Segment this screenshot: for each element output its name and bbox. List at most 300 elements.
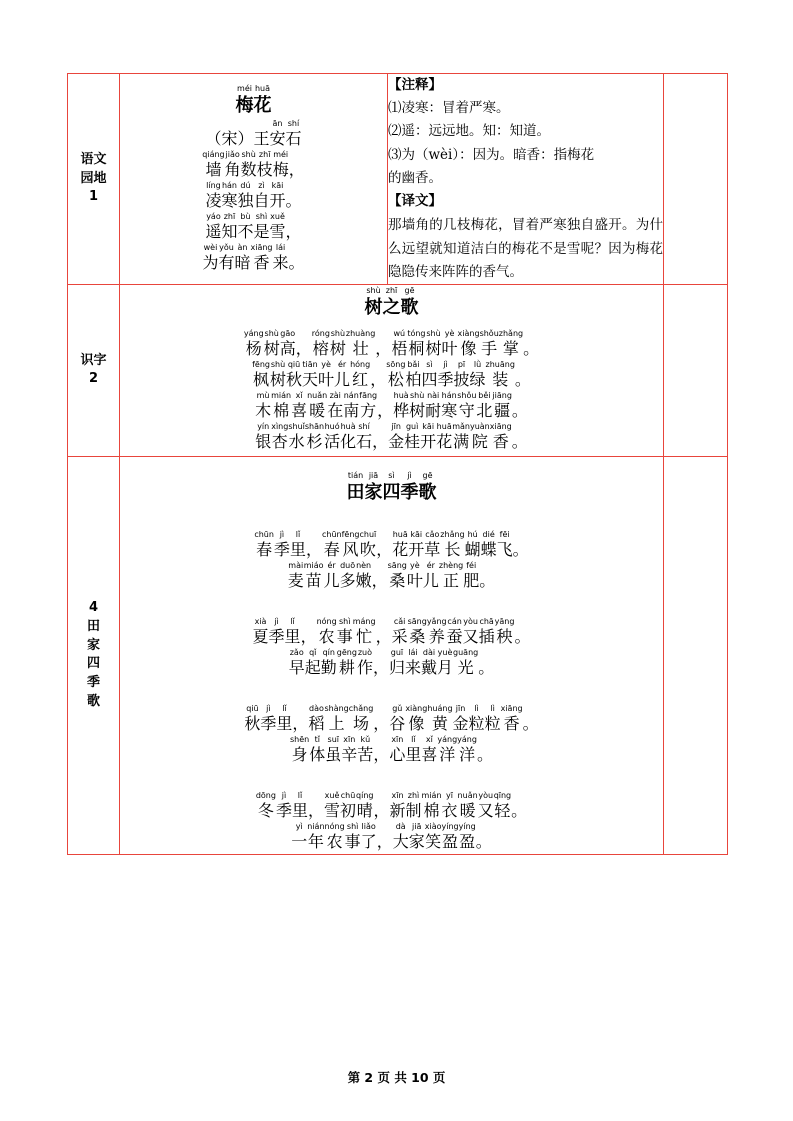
ruby-char <box>307 822 324 852</box>
ruby-char <box>291 822 307 852</box>
ruby-char <box>425 822 442 852</box>
ruby-char <box>286 119 302 149</box>
poem-line <box>120 735 663 765</box>
ruby-char <box>457 735 477 765</box>
pinyin: yáng <box>437 734 458 744</box>
ruby-char <box>495 617 515 647</box>
hanzi: 季 <box>268 626 285 646</box>
ruby-char <box>501 704 523 734</box>
hanzi: 天 <box>302 369 319 389</box>
ruby-char <box>350 360 370 390</box>
hanzi: 自 <box>253 191 270 211</box>
ruby-char <box>288 561 304 591</box>
ruby-line <box>120 286 663 319</box>
poem-line <box>120 822 663 852</box>
pinyin: nán <box>343 390 359 400</box>
hanzi: 肥 <box>463 570 480 590</box>
hanzi: 起 <box>304 657 321 677</box>
ruby-char <box>388 422 404 452</box>
pinyin: lì <box>474 703 479 713</box>
hanzi: 掌 <box>502 338 519 358</box>
row-label-line: 4 <box>88 599 99 615</box>
annotation-line: ⑴凌寒：冒着严寒。 <box>388 100 510 117</box>
hanzi: ， <box>370 369 387 389</box>
ruby-char <box>340 422 356 452</box>
hanzi: 洋 <box>439 744 456 764</box>
pinyin: nuǎn <box>457 790 478 800</box>
ruby-char <box>391 329 407 359</box>
ruby-char <box>286 181 302 211</box>
ruby-char <box>308 791 324 821</box>
hanzi: 黄 <box>431 713 448 733</box>
pinyin: yì <box>295 821 303 831</box>
pinyin: nèn <box>356 560 372 570</box>
ruby-char <box>289 150 305 180</box>
ruby-char <box>452 422 470 452</box>
hanzi: 。 <box>512 539 529 559</box>
hanzi: 光 <box>457 657 474 677</box>
pinyin: mài <box>288 560 304 570</box>
hanzi: 活 <box>324 431 341 451</box>
ruby-char <box>405 648 421 678</box>
ruby-char <box>407 329 425 359</box>
ruby-char <box>453 360 469 390</box>
pinyin: dà <box>395 821 406 831</box>
ruby-char <box>405 704 427 734</box>
pinyin: shù <box>330 328 346 338</box>
ruby-char <box>337 617 353 647</box>
hanzi: 正 <box>443 570 460 590</box>
poem-shuzhige <box>120 284 664 456</box>
hanzi: 梅 <box>272 160 289 180</box>
ruby-char <box>437 648 453 678</box>
ruby-char <box>437 735 457 765</box>
hanzi: 蝴 <box>464 539 481 559</box>
ruby-char <box>356 422 372 452</box>
pinyin: chū <box>340 790 356 800</box>
hanzi: 守 <box>458 400 475 420</box>
pinyin: qín <box>322 647 335 657</box>
hanzi: ， <box>371 570 388 590</box>
hanzi: 独 <box>237 191 254 211</box>
pinyin: xǐ <box>295 390 303 400</box>
hanzi: 麦 <box>287 570 304 590</box>
pinyin: dié <box>482 529 495 539</box>
poem-line <box>120 391 663 421</box>
hanzi: 银 <box>255 431 272 451</box>
ruby-char <box>270 360 286 390</box>
pinyin: jì <box>279 529 285 539</box>
pinyin: xiāng <box>500 703 523 713</box>
pinyin: miáo <box>303 560 324 570</box>
ruby-char <box>317 617 337 647</box>
hanzi: 勤 <box>320 657 337 677</box>
ruby-char <box>365 471 383 504</box>
ruby-char <box>478 648 494 678</box>
hanzi: 遥 <box>205 222 222 242</box>
ruby-char <box>372 422 388 452</box>
hanzi: 是 <box>253 222 270 242</box>
ruby-char <box>359 391 377 421</box>
pinyin: huà <box>393 390 409 400</box>
ruby-char <box>276 704 292 734</box>
hanzi: 角 <box>224 160 241 180</box>
pinyin: huā <box>254 84 271 94</box>
hanzi: 新 <box>389 800 406 820</box>
ruby-char <box>407 561 423 591</box>
ruby-char <box>309 735 325 765</box>
hanzi: 树 <box>269 369 286 389</box>
ruby-char <box>406 791 422 821</box>
pinyin: qiáng <box>202 150 225 160</box>
hanzi: ， <box>307 800 324 820</box>
hanzi: 耕 <box>338 657 355 677</box>
pinyin: zhuāng <box>485 359 515 369</box>
ruby-char <box>340 791 356 821</box>
hanzi: 家 <box>364 481 383 503</box>
ruby-char <box>457 391 476 421</box>
annotation-line: 的幽香。 <box>388 169 442 186</box>
ruby-char <box>318 360 334 390</box>
row-label-line: 2 <box>88 371 99 387</box>
hanzi: 里 <box>276 713 293 733</box>
hanzi: 歌 <box>418 481 437 503</box>
pinyin: yè <box>321 359 331 369</box>
ruby-char <box>254 212 270 242</box>
ruby-char <box>280 329 296 359</box>
pinyin: tián <box>347 470 364 480</box>
ruby-char <box>286 212 302 242</box>
hanzi: 暖 <box>309 400 326 420</box>
ruby-char <box>458 791 478 821</box>
ruby-char <box>465 530 481 560</box>
hanzi: 花 <box>392 539 409 559</box>
ruby-char <box>292 704 308 734</box>
pinyin: kāi <box>422 421 435 431</box>
ruby-char <box>423 561 439 591</box>
hanzi: 。 <box>476 744 493 764</box>
ruby-char <box>477 735 493 765</box>
ruby-char <box>324 704 348 734</box>
ruby-char <box>321 648 337 678</box>
hanzi: 轻 <box>494 800 511 820</box>
hanzi: 季 <box>273 539 290 559</box>
ruby-char <box>421 735 437 765</box>
hanzi: 满 <box>453 431 470 451</box>
ruby-char <box>486 360 515 390</box>
hanzi: 。 <box>478 657 495 677</box>
table-row <box>68 74 728 285</box>
hanzi: 枝 <box>256 160 273 180</box>
ruby-char <box>288 422 305 452</box>
hanzi: ， <box>372 431 389 451</box>
ruby-char <box>453 704 469 734</box>
hanzi: 戴 <box>421 657 438 677</box>
empty-cell <box>664 456 728 854</box>
hanzi: ， <box>372 657 389 677</box>
hanzi: 初 <box>340 800 357 820</box>
pinyin: fēng <box>341 529 360 539</box>
hanzi: ， <box>295 338 312 358</box>
pinyin: shàng <box>324 703 349 713</box>
ruby-char <box>512 422 528 452</box>
hanzi: 枫 <box>253 369 270 389</box>
ruby-char <box>479 561 495 591</box>
ruby-char <box>307 391 327 421</box>
pinyin: guì <box>405 421 419 431</box>
ruby-char <box>386 360 405 390</box>
pinyin: cǎo <box>425 529 440 539</box>
hanzi: 数 <box>240 160 257 180</box>
ruby-char <box>365 286 383 319</box>
hanzi: 。 <box>523 338 540 358</box>
ruby-char <box>453 648 478 678</box>
poem-line <box>120 329 663 359</box>
hanzi: 树 <box>409 400 426 420</box>
pinyin: zhǎng <box>440 529 465 539</box>
hanzi: 草 <box>424 539 441 559</box>
hanzi: （宋）王 <box>205 129 270 149</box>
pinyin: tiān <box>302 359 318 369</box>
hanzi: 。 <box>511 800 528 820</box>
pinyin: cǎi <box>393 616 406 626</box>
ruby-char <box>389 735 405 765</box>
hanzi: 暗 <box>234 253 251 273</box>
pinyin: zhì <box>407 790 420 800</box>
ruby-char <box>254 530 274 560</box>
ruby-char <box>375 329 391 359</box>
pinyin: mián <box>421 790 442 800</box>
pinyin: chuī <box>359 529 377 539</box>
ruby-char <box>442 791 458 821</box>
pinyin: xuě <box>270 212 285 222</box>
ruby-char <box>479 617 495 647</box>
pinyin: róng <box>311 328 330 338</box>
hanzi: 事 <box>344 831 361 851</box>
annotation-line: ⑶为（wèi）：因为。暗香：指梅花 <box>388 146 595 163</box>
row-label-line: 语文 <box>80 151 107 167</box>
ruby-char <box>349 704 374 734</box>
ruby-char <box>254 181 270 211</box>
annotation-cell <box>388 74 664 285</box>
ruby-char <box>440 530 464 560</box>
pinyin: wú <box>393 328 406 338</box>
hanzi: 笑 <box>425 831 442 851</box>
hanzi: 春 <box>323 539 340 559</box>
ruby-char <box>442 329 458 359</box>
hanzi: ， <box>376 831 393 851</box>
song-tianjiasijige <box>120 456 664 854</box>
ruby-char <box>330 329 346 359</box>
pinyin: gǔ <box>392 703 403 713</box>
ruby-char <box>252 360 270 390</box>
poem-title <box>120 286 663 319</box>
hanzi: 红 <box>352 369 369 389</box>
pinyin: mù <box>256 390 270 400</box>
row-label-tianjia <box>68 456 120 854</box>
ruby-char <box>490 422 512 452</box>
pinyin: sāng <box>387 560 407 570</box>
ruby-char <box>237 181 253 211</box>
pinyin: dōng <box>255 790 276 800</box>
ruby-char <box>515 360 531 390</box>
pinyin: huā <box>436 421 452 431</box>
pinyin: shù <box>270 359 286 369</box>
poem-line <box>120 422 663 452</box>
ruby-char <box>376 617 392 647</box>
hanzi: 花 <box>253 95 272 117</box>
ruby-char <box>324 791 340 821</box>
pinyin: shù <box>366 285 381 295</box>
ruby-char <box>419 471 437 504</box>
hanzi: 采 <box>391 626 408 646</box>
ruby-char <box>308 704 324 734</box>
pinyin: yáng <box>457 734 477 744</box>
ruby-char <box>408 617 427 647</box>
hanzi: 谷 <box>389 713 406 733</box>
ruby-char <box>270 181 286 211</box>
hanzi: 年 <box>307 831 324 851</box>
ruby-char <box>512 391 528 421</box>
ruby-char <box>409 391 425 421</box>
ruby-char <box>357 648 373 678</box>
pinyin: lái <box>275 243 286 253</box>
ruby-char <box>442 822 459 852</box>
poem-line <box>120 243 387 273</box>
pinyin: duō <box>340 560 356 570</box>
ruby-char <box>401 286 419 319</box>
ruby-char <box>202 150 224 180</box>
hanzi: 像 <box>460 338 477 358</box>
hanzi: 。 <box>479 570 496 590</box>
hanzi: 开 <box>408 539 425 559</box>
pinyin: nián <box>307 821 325 831</box>
hanzi: 夏 <box>252 626 269 646</box>
hanzi: 知 <box>221 222 238 242</box>
hanzi: ， <box>376 539 393 559</box>
pinyin: méi <box>237 84 252 94</box>
ruby-char <box>513 530 529 560</box>
pinyin: nuǎn <box>307 390 328 400</box>
ruby-char <box>325 822 345 852</box>
ruby-char <box>404 422 420 452</box>
row-label-yuwenyuandi <box>68 74 120 285</box>
hanzi: 大 <box>392 831 409 851</box>
pinyin: yè <box>444 328 455 338</box>
song-stanza <box>120 704 663 765</box>
table-row <box>68 456 728 854</box>
ruby-char <box>251 243 273 273</box>
pinyin: yuè <box>437 647 453 657</box>
ruby-char <box>273 243 289 273</box>
pinyin: yíng <box>458 821 476 831</box>
pinyin: shì <box>255 212 268 222</box>
poem-line <box>120 150 387 180</box>
hanzi: 疆 <box>494 400 511 420</box>
pinyin: àn <box>237 243 248 253</box>
pinyin: shù <box>410 390 425 400</box>
hanzi: 木 <box>255 400 272 420</box>
pinyin: yòu <box>463 616 478 626</box>
hanzi: 粒 <box>468 713 485 733</box>
poem-line <box>120 648 663 678</box>
hanzi: 飞 <box>496 539 513 559</box>
pinyin: fēi <box>499 529 510 539</box>
pinyin: nóng <box>324 821 345 831</box>
ruby-char <box>497 530 513 560</box>
poem-line <box>120 791 663 821</box>
hanzi: 归 <box>388 657 405 677</box>
hanzi: ， <box>285 222 302 242</box>
hanzi: 墙 <box>205 160 222 180</box>
hanzi: 里 <box>405 744 422 764</box>
ruby-char <box>301 617 317 647</box>
ruby-char <box>205 212 221 242</box>
hanzi: 杏 <box>271 431 288 451</box>
pinyin: zài <box>329 390 341 400</box>
pinyin: kāi <box>410 529 423 539</box>
annotation-heading: 【注释】 <box>388 77 442 93</box>
ruby-char <box>260 704 276 734</box>
pinyin: bù <box>240 212 251 222</box>
hanzi: 香 <box>253 253 270 273</box>
hanzi: ， <box>375 626 392 646</box>
pinyin: xiāng <box>489 421 512 431</box>
ruby-char <box>202 243 218 273</box>
hanzi: 家 <box>408 831 425 851</box>
ruby-char <box>476 822 492 852</box>
hanzi: 一 <box>291 831 308 851</box>
pinyin: wèi <box>203 243 218 253</box>
hanzi: 寒 <box>441 400 458 420</box>
hanzi: 暖 <box>459 800 476 820</box>
pinyin: dài <box>422 647 436 657</box>
ruby-char <box>481 530 497 560</box>
ruby-char <box>291 391 307 421</box>
ruby-char <box>225 150 241 180</box>
pinyin: nóng <box>316 616 337 626</box>
pinyin: jiǎo <box>225 150 240 160</box>
pinyin: shí <box>287 119 300 129</box>
pinyin: lǐ <box>411 734 416 744</box>
hanzi: 披 <box>453 369 470 389</box>
ruby-char <box>257 150 273 180</box>
hanzi: 又 <box>477 800 494 820</box>
hanzi: 梧 <box>391 338 408 358</box>
pinyin: jīn <box>391 421 401 431</box>
ruby-char <box>377 391 393 421</box>
pinyin: yín <box>257 421 270 431</box>
hanzi: 盈 <box>459 831 476 851</box>
pinyin: jì <box>266 703 271 713</box>
ruby-char <box>492 391 512 421</box>
hanzi: 梅 <box>235 95 254 117</box>
ruby-char <box>334 360 350 390</box>
pinyin: suī <box>327 734 339 744</box>
hanzi: 儿 <box>334 369 351 389</box>
pinyin: jì <box>281 790 287 800</box>
hanzi: 季 <box>275 800 292 820</box>
ruby-char <box>439 561 463 591</box>
hanzi: 松 <box>387 369 404 389</box>
ruby-char <box>276 791 292 821</box>
hanzi: 雪 <box>269 222 286 242</box>
pinyin: gē <box>404 285 415 295</box>
hanzi: 。 <box>288 253 305 273</box>
hanzi: 耐 <box>425 400 442 420</box>
ruby-char <box>269 119 285 149</box>
ruby-char <box>346 329 375 359</box>
